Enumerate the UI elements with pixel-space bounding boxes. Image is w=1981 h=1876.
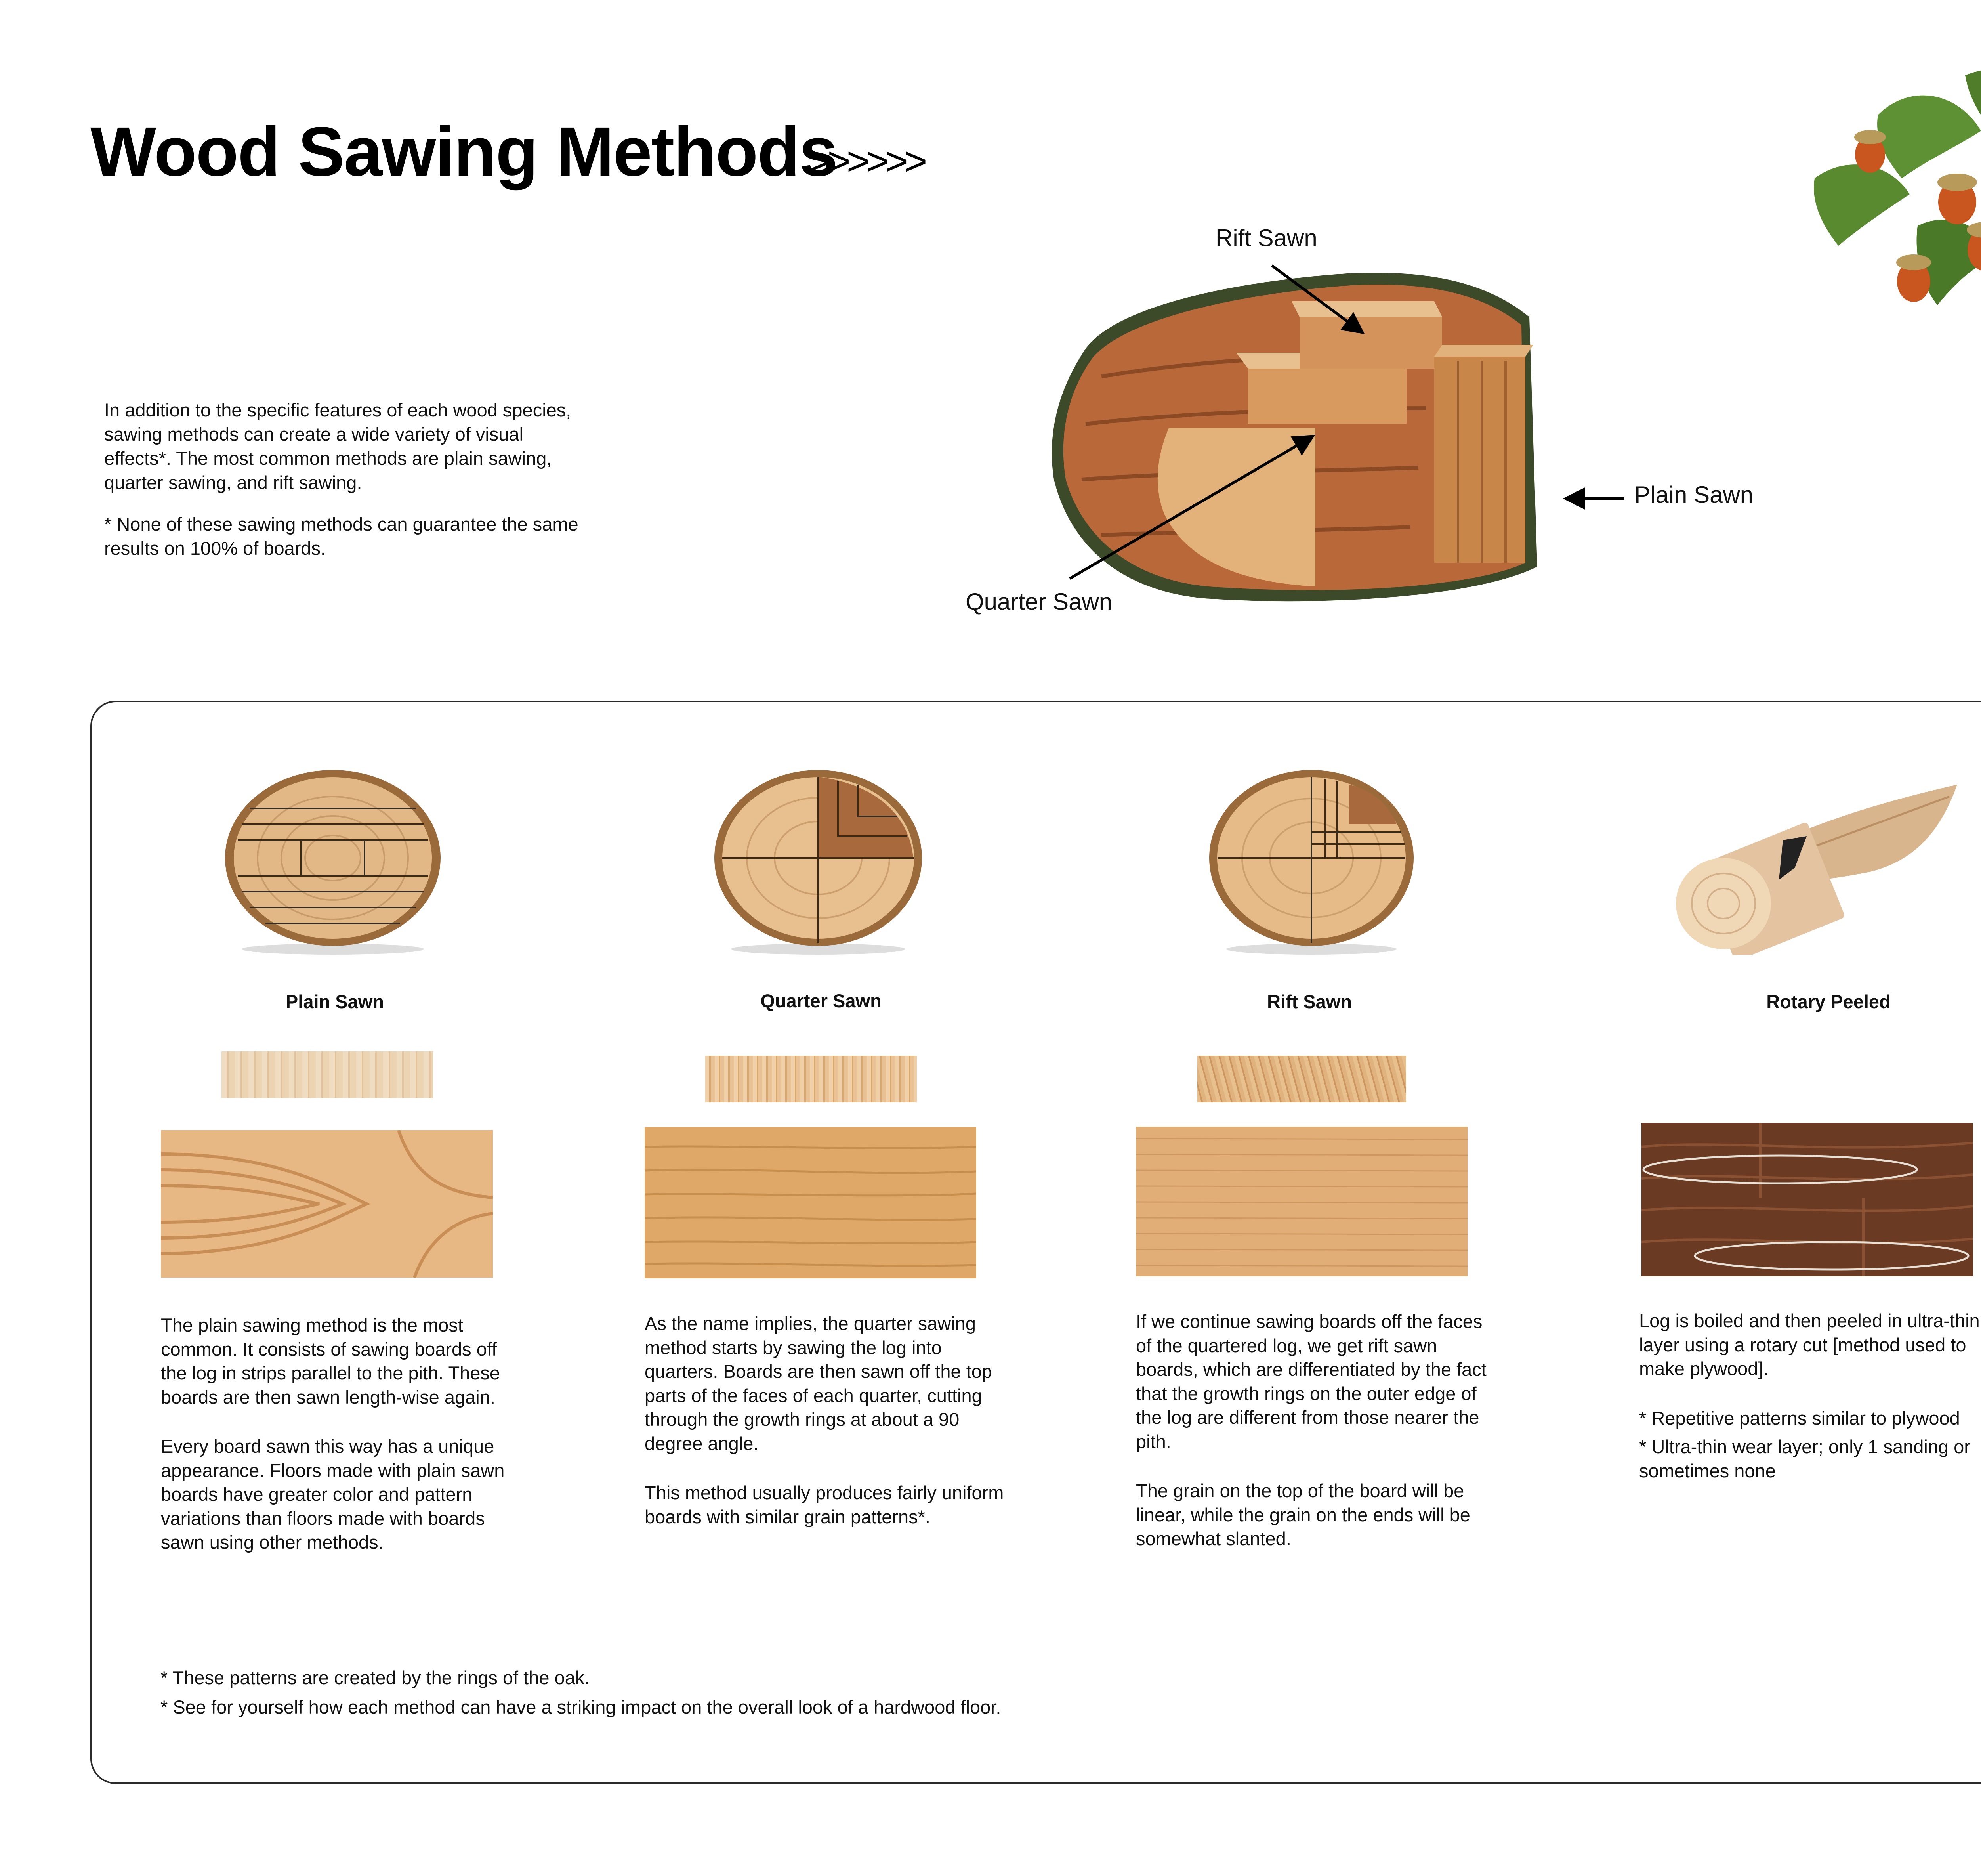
plain-sawn-board-surface-swatch — [161, 1130, 493, 1278]
intro-note: * None of these sawing methods can guarantee the same results on 100% of boards. — [104, 514, 578, 559]
method-note: * Repetitive patterns similar to plywood — [1639, 1407, 1960, 1429]
footnote-impact: * See for yourself how each method can have a striking impact on the overall look of a hardwood floor. — [160, 1696, 1001, 1717]
method-body-rotary-peeled — [1639, 1309, 1981, 1483]
quarter-sawn-log-end-diagram — [711, 769, 925, 955]
title-arrows: >>>>>> — [808, 139, 924, 183]
rift-sawn-board-surface-swatch — [1136, 1127, 1468, 1276]
label-rift-sawn: Rift Sawn — [1216, 225, 1317, 251]
method-paragraph: The plain sawing method is the most common. It consists of sawing boards off the log in strips parallel to the pith. These boards are then sawn length-wise again. — [161, 1314, 500, 1408]
page-title: Wood Sawing Methods — [90, 113, 837, 191]
log-label-arrows — [1030, 238, 1648, 594]
rift-sawn-log-end-diagram — [1206, 769, 1416, 955]
quarter-arrow — [1070, 436, 1313, 579]
method-note: * Ultra-thin wear layer; only 1 sanding or sometimes none — [1639, 1436, 1970, 1481]
rotary-peeled-board-surface-swatch — [1641, 1123, 1973, 1276]
method-paragraph: This method usually produces fairly uniform boards with similar grain patterns*. — [645, 1482, 1004, 1527]
plain-sawn-board-end-swatch — [221, 1051, 433, 1098]
quarter-sawn-board-end-swatch — [705, 1056, 917, 1102]
method-body-quarter-sawn — [645, 1312, 1009, 1529]
method-title-plain-sawn: Plain Sawn — [285, 991, 384, 1012]
method-paragraph: The grain on the top of the board will be linear, while the grain on the ends will be somewhat slanted. — [1136, 1480, 1470, 1549]
method-paragraph: Log is boiled and then peeled in ultra-thin layer using a rotary cut [method used to make plywood]. — [1639, 1310, 1980, 1379]
method-body-plain-sawn — [161, 1313, 525, 1555]
quarter-sawn-board-surface-swatch — [645, 1127, 976, 1278]
acorn-leaves-illustration — [1799, 59, 1981, 329]
plain-sawn-log-end-diagram — [222, 769, 444, 955]
method-paragraph: Every board sawn this way has a unique appearance. Floors made with plain sawn boards have greater color and pattern variations than floors made with boards sawn using other methods. — [161, 1436, 505, 1553]
method-title-quarter-sawn: Quarter Sawn — [760, 990, 882, 1011]
footnote-rings: * These patterns are created by the rings of the oak. — [160, 1667, 590, 1688]
method-paragraph: As the name implies, the quarter sawing method starts by sawing the log into quarters. Boards are then sawn off the top parts of the faces of each quarter, cutting through the growth rings at about a 90 degree angle. — [645, 1313, 992, 1454]
method-title-rotary-peeled: Rotary Peeled — [1766, 991, 1891, 1012]
label-quarter-sawn: Quarter Sawn — [966, 588, 1113, 615]
rotary-peeled-log-illustration — [1664, 781, 1965, 955]
method-title-rift-sawn: Rift Sawn — [1267, 991, 1352, 1012]
rift-sawn-board-end-swatch — [1197, 1056, 1406, 1102]
method-paragraph: If we continue sawing boards off the faces of the quartered log, we get rift sawn boards, which are differentiated by the fact that the growth rings on the outer edge of the log are different from those nearer the pith. — [1136, 1311, 1487, 1452]
rift-arrow — [1272, 266, 1363, 333]
label-plain-sawn: Plain Sawn — [1634, 481, 1754, 508]
intro-paragraph: In addition to the specific features of each wood species, sawing methods can create a wide variety of visual effects*. The most common methods are plain sawing, quarter sawing, and rift sawing. — [104, 399, 571, 493]
method-body-rift-sawn — [1136, 1310, 1500, 1551]
